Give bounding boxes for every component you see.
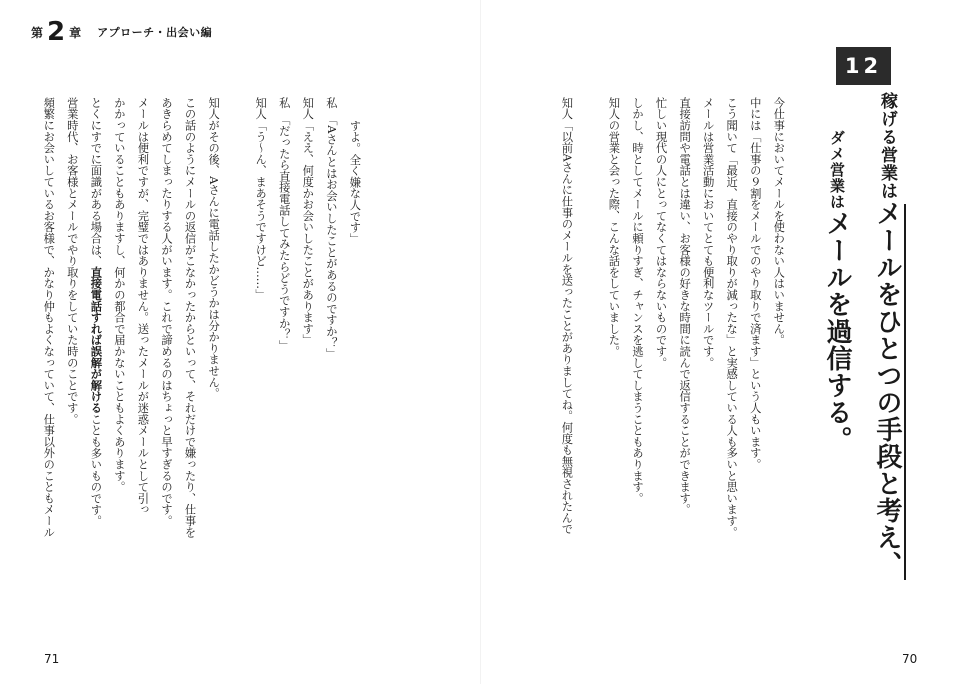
body-line-text: 私 「Aさんとはお会いしたことがあるのですか？」: [324, 97, 338, 360]
body-line-text: 今仕事においてメールを使わない人はいません。: [772, 97, 786, 346]
body-line-text: すよ。全く嫌な人です」: [348, 119, 362, 244]
chapter-number: 2: [47, 17, 66, 47]
chapter-header: [31, 18, 212, 46]
body-line: [43, 97, 54, 538]
body-line: [749, 97, 760, 470]
body-line: [184, 97, 195, 538]
chapter-prefix: 第: [31, 25, 44, 40]
body-line: [679, 97, 690, 515]
body-line: [67, 97, 78, 425]
body-line-text: 知人の営業と会った際、こんな話をしていました。: [607, 97, 621, 357]
title-underline: [904, 204, 906, 580]
body-line: [632, 97, 643, 504]
title-line-1-lead: 稼げる営業は: [877, 92, 897, 200]
body-line-text: とくにすでに面識がある場合は、: [89, 97, 103, 267]
title-line-2-main: メールを過信する。: [822, 210, 852, 453]
body-line: [726, 97, 737, 538]
body-line: [114, 97, 125, 493]
body-line: [161, 97, 172, 526]
section-title-line-2: [822, 130, 856, 453]
body-line: [326, 97, 337, 359]
body-line-text: あきらめてしまったりする人がいます。これで諦めるのはちょっと早すぎるのです。: [159, 97, 173, 527]
body-line-text: 知人「ええ、何度かお会いしたことがあります」: [301, 97, 315, 346]
body-line: [702, 97, 713, 368]
body-line: [655, 97, 666, 368]
body-line-text-after: ことも多いものです。: [89, 413, 103, 527]
title-line-2-lead: ダメ営業は: [828, 130, 846, 210]
body-line-text: 営業時代、お客様とメールでやり取りをしていた時のことです。: [65, 97, 79, 425]
body-line-emphasis: 直接電話すれば誤解が解ける: [89, 266, 103, 414]
section-number-badge: 12: [836, 47, 891, 85]
body-line: [278, 97, 289, 351]
body-line-text: しかし、時としてメールに頼りすぎ、チャンスを逃してしまうこともあります。: [630, 97, 644, 504]
body-line: [90, 97, 101, 526]
title-line-1-main: メールをひとつの手段と考え、: [872, 200, 902, 578]
page-gutter: [480, 0, 481, 684]
body-line: [255, 97, 266, 300]
chapter-suffix: 章: [69, 25, 82, 40]
body-line: [137, 97, 148, 515]
body-line-text: こう聞いて「最近、直接のやり取りが減ったな」と実感している人も多いと思います。: [725, 97, 739, 538]
body-line: [302, 97, 313, 346]
body-line-text: この話のようにメールの返信がこなかったからといって、それだけで嫌ったり、仕事を: [183, 97, 197, 538]
body-line-text: 知人「以前Aさんに仕事のメールを送ったことがありましてね。何度も無視されたんで: [560, 97, 574, 535]
body-line-text: 私 「だったら直接電話してみたらどうですか？」: [277, 97, 291, 352]
body-line-text: メールは便利ですが、完璧ではありません。送ったメールが迷惑メールとして引っ: [136, 97, 150, 516]
body-line-text: かかっていることもありますし、何かの都合で届かないこともよくあります。: [112, 97, 126, 493]
page-number-right: 70: [902, 652, 918, 666]
body-line: [349, 97, 360, 244]
body-line-text: 知人「う〜ん、まあそうですけど……」: [254, 97, 268, 301]
body-line-text: 頻繁にお会いしているお客様で、かなり仲もよくなっていて、仕事以外のこともメール: [42, 97, 56, 538]
chapter-title: アプローチ・出会い編: [97, 26, 213, 39]
body-line-text: 中には「仕事の９割をメールでのやり取りで済ます」という人もいます。: [748, 97, 762, 470]
body-line: [608, 97, 619, 357]
section-title-line-1: [872, 92, 906, 578]
page-number-left: 71: [44, 652, 60, 666]
body-line-text: 直接訪問や電話とは違い、お客様の好きな時間に読んで返信することができます。: [678, 97, 692, 516]
body-line-text: 知人がその後、Aさんに電話したかどうかは分かりません。: [207, 97, 221, 399]
body-line: [208, 97, 219, 399]
body-line: [773, 97, 784, 346]
body-line: [561, 97, 572, 535]
body-line-text: 忙しい現代の人にとってなくてはならないものです。: [654, 97, 668, 369]
body-line-text: メールは営業活動においてとても便利なツールです。: [701, 97, 715, 369]
